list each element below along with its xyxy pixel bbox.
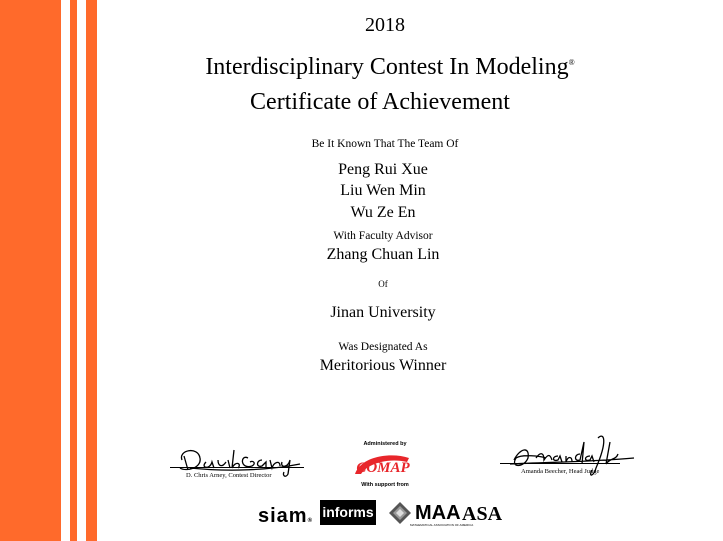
judge-caption: Amanda Beecher, Head Judge [521,468,600,475]
judge-signature-line [500,463,620,464]
team-member: Liu Wen Min [340,182,426,199]
team-member: Wu Ze En [350,204,416,221]
stripe-wide [0,0,61,541]
director-signature [170,438,310,488]
advisor-label: With Faculty Advisor [333,230,433,242]
contest-name [160,54,620,81]
asa-logo: ASA [462,503,503,525]
stripe-thin [70,0,77,541]
siam-logo [258,505,313,528]
team-intro: Be It Known That The Team Of [311,138,459,150]
siam-logo-text: siam [258,505,308,527]
stripe-medium [86,0,97,541]
award-designation: Meritorious Winner [319,357,447,374]
maa-subtitle: MATHEMATICAL ASSOCIATION OF AMERICA [410,523,474,527]
contest-name-text: Interdisciplinary Contest In Modeling [205,54,569,80]
siam-registered-mark: ® [307,518,314,524]
of-label: Of [378,279,388,289]
maa-emblem-icon [388,501,412,525]
director-signature-line [170,467,304,468]
team-member: Peng Rui Xue [338,161,428,178]
judge-signature [500,428,640,488]
registered-mark: ® [568,58,575,67]
maa-logo: MAA [415,502,461,524]
director-caption: D. Chris Arney, Contest Director [186,472,272,479]
certificate-title: Certificate of Achievement [250,89,510,115]
designation-label: Was Designated As [338,341,428,353]
administered-by-label: Administered by [363,441,407,447]
decorative-stripes [0,0,100,541]
comap-logo-text: COMAP [356,460,410,476]
informs-logo: informs [320,500,376,525]
support-label: With support from [361,482,409,488]
certificate-year: 2018 [365,14,405,36]
advisor-name: Zhang Chuan Lin [326,246,440,263]
comap-logo [351,450,415,480]
institution-name: Jinan University [330,304,436,321]
